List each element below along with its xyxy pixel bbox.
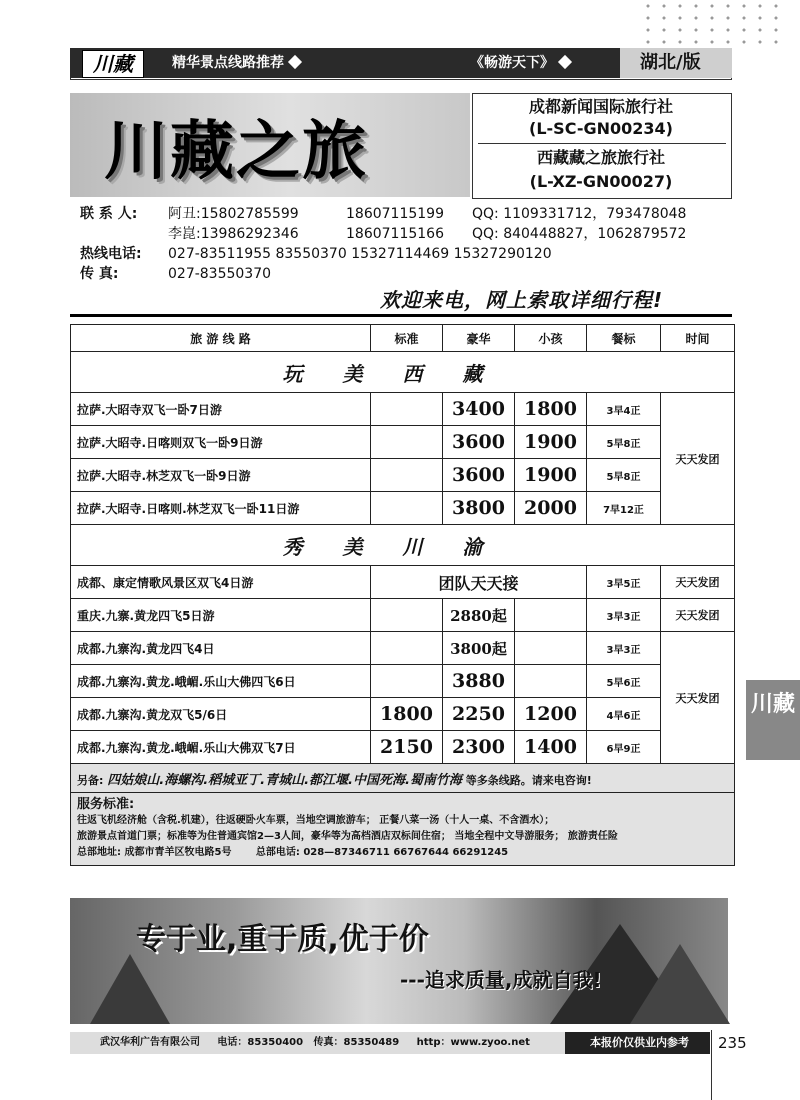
page-number: 235 (718, 1034, 747, 1052)
route-name: 成都.九寨沟.黄龙.峨嵋.乐山大佛四飞6日 (71, 665, 371, 698)
banner-slogan: 专于业,重于质,优于价 (136, 922, 429, 957)
route-name: 成都.九寨沟.黄龙四飞4日 (71, 632, 371, 665)
price-standard: 1800 (371, 698, 443, 731)
meal-standard: 6早9正 (587, 731, 661, 764)
price-child: 1800 (515, 393, 587, 426)
price-luxury: 3880 (443, 665, 515, 698)
footer-divider (711, 1030, 712, 1100)
route-name: 拉萨.大昭寺双飞一卧7日游 (71, 393, 371, 426)
price-luxury: 3400 (443, 393, 515, 426)
diamond-icon (288, 55, 302, 69)
price-child: 2000 (515, 492, 587, 525)
price-luxury: 3600 (443, 459, 515, 492)
price-child: 1900 (515, 459, 587, 492)
meal-standard: 3早5正 (587, 566, 661, 599)
price-standard (371, 459, 443, 492)
header-edition: 湖北/版 (640, 52, 701, 73)
service-title: 服务标准: (77, 797, 135, 812)
route-name: 成都.九寨沟.黄龙.峨嵋.乐山大佛双飞7日 (71, 731, 371, 764)
contact-phone2: 18607115199 (346, 206, 444, 222)
contact-phone: 李崑:13986292346 (168, 226, 299, 242)
divider-rule (70, 314, 732, 317)
page-title: 川藏之旅 (104, 115, 368, 189)
price-standard (371, 665, 443, 698)
meal-standard: 5早8正 (587, 459, 661, 492)
departure-time: 天天发团 (661, 393, 735, 525)
meal-standard: 7早12正 (587, 492, 661, 525)
table-row (71, 698, 735, 731)
table-row (71, 599, 735, 632)
price-luxury: 3600 (443, 426, 515, 459)
mountain-icon (630, 944, 730, 1024)
contact-phone: 阿丑:15802785599 (168, 206, 299, 222)
route-name: 成都、康定情歌风景区双飞4日游 (71, 566, 371, 599)
price-child: 1900 (515, 426, 587, 459)
meal-standard: 4早6正 (587, 698, 661, 731)
hq-info: 总部地址: 成都市青羊区牧电路5号 总部电话: 028—87346711 66767644 66291245 (77, 847, 509, 858)
hotline-numbers: 027-83511955 83550370 15327114469 15327290120 (168, 246, 552, 262)
contact-phone2: 18607115166 (346, 226, 444, 242)
service-row (71, 793, 735, 866)
route-name: 拉萨.大昭寺.日喀则.林芝双飞一卧11日游 (71, 492, 371, 525)
departure-time: 天天发团 (661, 632, 735, 764)
table-header (71, 325, 735, 352)
price-child: 1200 (515, 698, 587, 731)
price-child (515, 599, 587, 632)
col-route: 旅 游 线 路 (71, 325, 371, 352)
table-row (71, 731, 735, 764)
fax-label: 传 真: (80, 266, 119, 282)
table-row (71, 492, 735, 525)
price-luxury: 2880起 (443, 599, 515, 632)
meal-standard: 3早4正 (587, 393, 661, 426)
price-child: 1400 (515, 731, 587, 764)
extra-routes: 另备: 四姑娘山.海螺沟.稻城亚丁.青城山.都江堰.中国死海.蜀南竹海 等多条线路。请来电咨询! (71, 764, 735, 793)
table-row (71, 566, 735, 599)
service-line: 往返飞机经济舱（含税.机建），往返硬卧火车票，当地空调旅游车； 正餐八菜一汤（十人一桌、不含酒水）； (77, 815, 555, 826)
route-name: 拉萨.大昭寺.林芝双飞一卧9日游 (71, 459, 371, 492)
service-standards (71, 793, 735, 866)
table-row (71, 393, 735, 426)
price-standard: 2150 (371, 731, 443, 764)
section-tibet: 玩美西藏 (71, 352, 735, 393)
table-row (71, 632, 735, 665)
table-row (71, 665, 735, 698)
col-standard: 标准 (371, 325, 443, 352)
footer-note: 本报价仅供业内参考 (590, 1036, 689, 1049)
departure-time: 天天发团 (661, 566, 735, 599)
fax-number: 027-83550370 (168, 266, 272, 282)
price-standard (371, 426, 443, 459)
meal-standard: 3早3正 (587, 599, 661, 632)
price-luxury: 3800起 (443, 632, 515, 665)
diamond-icon (558, 55, 572, 69)
meal-standard: 5早6正 (587, 665, 661, 698)
col-time: 时间 (661, 325, 735, 352)
contact-qq: QQ: 840448827，1062879572 (472, 226, 687, 242)
service-line: 旅游景点首道门票；标准等为住普通宾馆2—3人间，豪华等为高档酒店双标间住宿； 当地全程中文导游服务； 旅游责任险 (77, 831, 618, 842)
contact-label: 联 系 人: (80, 206, 138, 222)
departure-time: 天天发团 (661, 599, 735, 632)
price-standard (371, 492, 443, 525)
meal-standard: 3早3正 (587, 632, 661, 665)
price-child (515, 632, 587, 665)
price-daily: 团队天天接 (371, 566, 587, 599)
table-row (71, 426, 735, 459)
header-brand: 川藏 (82, 50, 144, 78)
decorative-dots (640, 0, 780, 44)
price-table (70, 324, 735, 866)
price-luxury: 2250 (443, 698, 515, 731)
price-luxury: 3800 (443, 492, 515, 525)
header-subtitle: 精华景点线路推荐 (172, 48, 300, 78)
footer-info: 武汉华利广告有限公司 电话：85350400 传真：85350489 http：www.zyoo.net (100, 1037, 530, 1048)
price-standard (371, 393, 443, 426)
welcome-text: 欢迎来电，网上索取详细行程! (380, 288, 664, 312)
route-name: 成都.九寨沟.黄龙双飞5/6日 (71, 698, 371, 731)
meal-standard: 5早8正 (587, 426, 661, 459)
side-tab: 川藏 (746, 680, 800, 760)
agency-divider (478, 143, 726, 144)
price-child (515, 665, 587, 698)
agency-1: 成都新闻国际旅行社 (L-SC-GN00234) (528, 97, 673, 138)
mountain-icon (90, 954, 170, 1024)
hotline-label: 热线电话: (80, 246, 142, 262)
table-row (71, 459, 735, 492)
col-meal: 餐标 (587, 325, 661, 352)
route-name: 重庆.九寨.黄龙四飞5日游 (71, 599, 371, 632)
banner-tagline: ---追求质量,成就自我! (400, 968, 602, 992)
agency-2: 西藏藏之旅旅行社 (L-XZ-GN00027) (529, 148, 673, 191)
price-luxury: 2300 (443, 731, 515, 764)
col-child: 小孩 (515, 325, 587, 352)
price-standard (371, 632, 443, 665)
route-name: 拉萨.大昭寺.日喀则双飞一卧9日游 (71, 426, 371, 459)
section-sichuan: 秀美川渝 (71, 525, 735, 566)
col-luxury: 豪华 (443, 325, 515, 352)
extra-routes-row (71, 764, 735, 793)
price-standard (371, 599, 443, 632)
header-column: 《畅游天下》 (470, 48, 570, 78)
contact-qq: QQ: 1109331712，793478048 (472, 206, 687, 222)
